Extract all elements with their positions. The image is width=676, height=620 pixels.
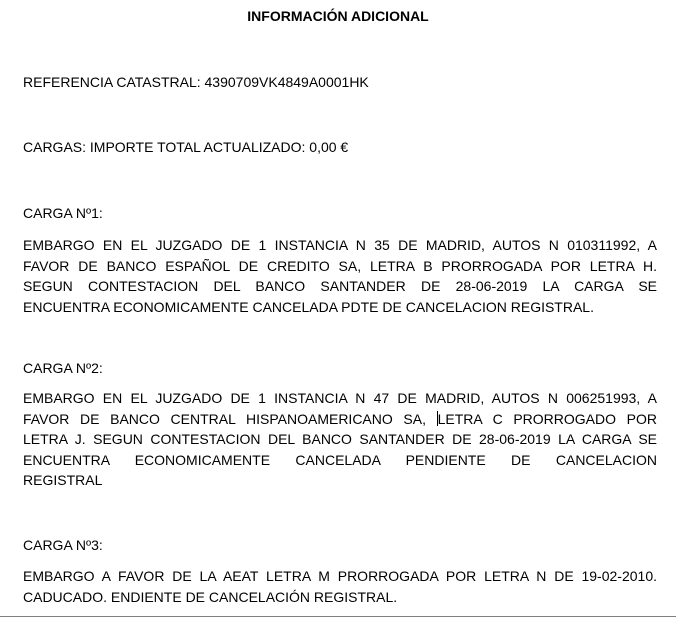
carga-1-line: ENCUENTRA ECONOMICAMENTE CANCELADA PDTE DE CANCELACION REGISTRAL.	[23, 298, 594, 315]
carga-1-line: FAVOR DE BANCO ESPAÑOL DE CREDITO SA, LETRA B PRORROGADA POR LETRA H.	[23, 257, 657, 274]
carga-2-line: REGISTRAL	[23, 472, 103, 488]
carga-2-line: EMBARGO EN EL JUZGADO DE 1 INSTANCIA N 47 DE MADRID, AUTOS N 006251993, A	[23, 390, 657, 406]
cargas-importe-total: CARGAS: IMPORTE TOTAL ACTUALIZADO: 0,00 €	[23, 139, 349, 155]
carga-3-heading: CARGA Nº3:	[23, 537, 103, 553]
referencia-catastral: REFERENCIA CATASTRAL: 4390709VK4849A0001HK	[23, 74, 369, 90]
carga-2-text[interactable]	[23, 388, 657, 491]
carga-2-line-with-cursor	[23, 409, 657, 430]
page-bottom-divider	[0, 616, 676, 617]
carga-1-heading: CARGA Nº1:	[23, 205, 103, 221]
carga-2-line: LETRA J. SEGUN CONTESTACION DEL BANCO SANTANDER DE 28-06-2019 LA CARGA SE	[23, 431, 657, 447]
carga-3-text	[23, 566, 657, 607]
carga-1-text	[23, 235, 657, 317]
carga-3-line: EMBARGO A FAVOR DE LA AEAT LETRA M PRORROGADA POR LETRA N DE 19-02-2010.	[23, 568, 657, 584]
carga-3-line: CADUCADO. ENDIENTE DE CANCELACIÓN REGISTRAL.	[23, 588, 398, 605]
carga-2-line: ENCUENTRA ECONOMICAMENTE CANCELADA PENDIENTE DE CANCELACION	[23, 451, 657, 468]
carga-2-line-part: LETRA C PRORROGADO POR	[437, 410, 657, 427]
carga-2-line-part: FAVOR DE BANCO CENTRAL HISPANOAMERICANO SA,	[23, 410, 437, 427]
carga-1-line: EMBARGO EN EL JUZGADO DE 1 INSTANCIA N 35 DE MADRID, AUTOS N 010311992, A	[23, 237, 657, 253]
carga-1-line: SEGUN CONTESTACION DEL BANCO SANTANDER DE 28-06-2019 LA CARGA SE	[23, 278, 657, 294]
carga-2-heading: CARGA Nº2:	[23, 360, 103, 376]
document-title: INFORMACIÓN ADICIONAL	[247, 8, 429, 24]
